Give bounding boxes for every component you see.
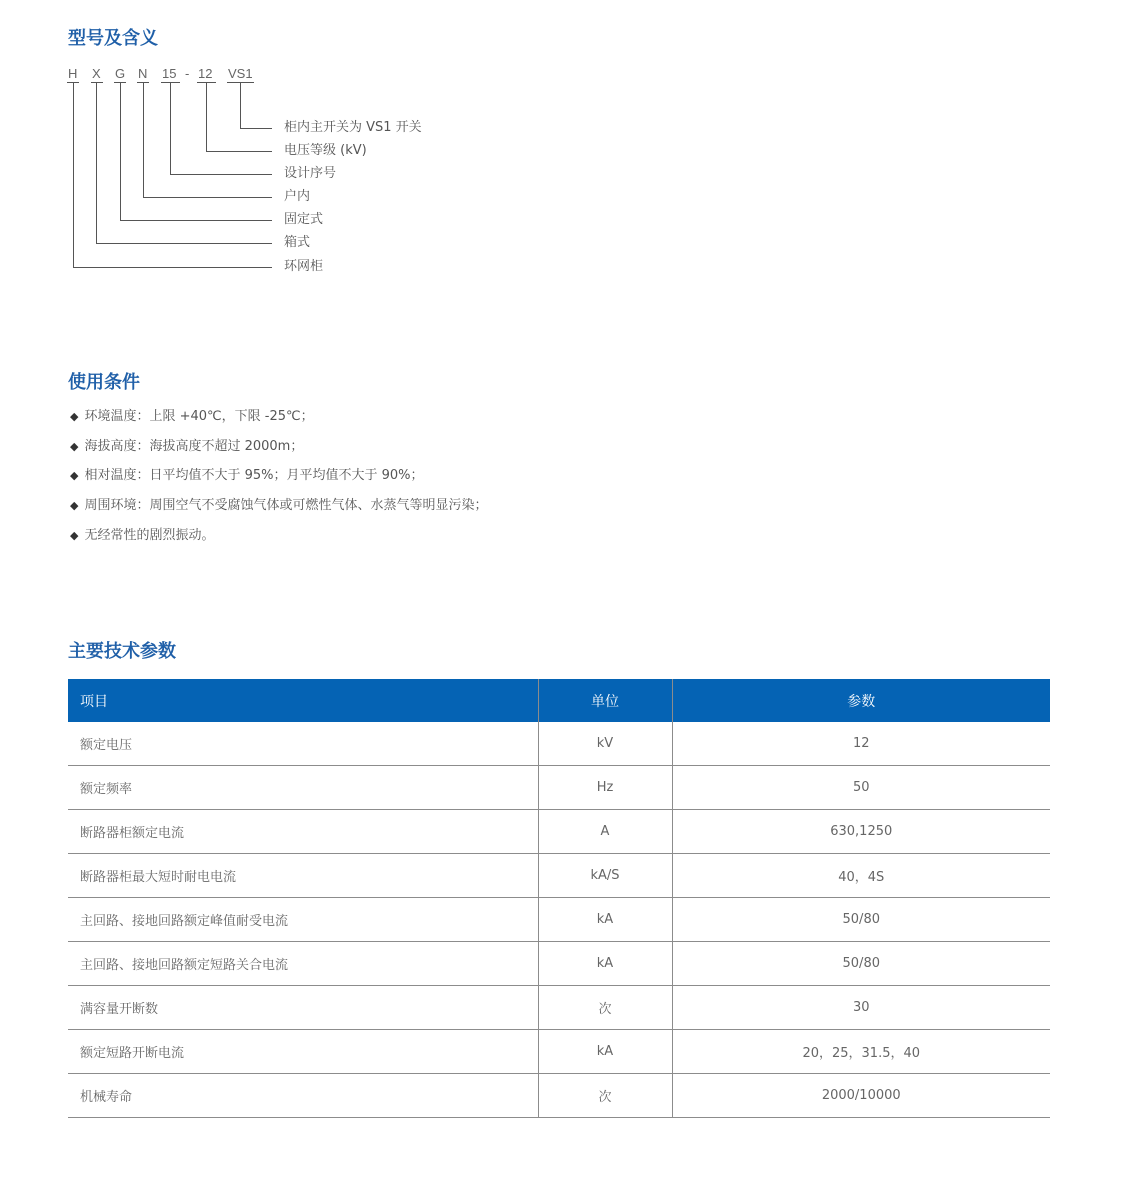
param-unit: kV bbox=[538, 722, 672, 766]
table-row bbox=[68, 986, 1050, 1030]
code-letter: G bbox=[115, 66, 126, 81]
table-row bbox=[68, 722, 1050, 766]
param-unit: kA bbox=[538, 898, 672, 942]
param-value: 2000/10000 bbox=[672, 1074, 1050, 1118]
param-value: 40，4S bbox=[672, 854, 1050, 898]
param-name: 额定电压 bbox=[68, 722, 538, 766]
param-unit: A bbox=[538, 810, 672, 854]
code-letter: N bbox=[138, 66, 148, 81]
connector-line bbox=[96, 83, 97, 243]
param-unit: 次 bbox=[538, 1074, 672, 1118]
connector-line bbox=[170, 83, 171, 174]
param-value: 20，25，31.5，40 bbox=[672, 1030, 1050, 1074]
diamond-bullet-icon: ◆ bbox=[70, 469, 79, 482]
list-item bbox=[70, 467, 424, 485]
code-letter: - bbox=[185, 66, 190, 81]
list-item bbox=[70, 408, 314, 426]
param-name: 主回路、接地回路额定短路关合电流 bbox=[68, 942, 538, 986]
param-name: 断路器柜额定电流 bbox=[68, 810, 538, 854]
code-letter: X bbox=[92, 66, 101, 81]
param-value: 12 bbox=[672, 722, 1050, 766]
column-header-item: 项目 bbox=[68, 679, 538, 722]
condition-text: 周围环境：周围空气不受腐蚀气体或可燃性气体、水蒸气等明显污染； bbox=[84, 498, 488, 513]
code-letter: VS1 bbox=[228, 66, 253, 81]
table-row bbox=[68, 1074, 1050, 1118]
connector-line bbox=[143, 197, 272, 198]
table-row bbox=[68, 1030, 1050, 1074]
param-unit: kA bbox=[538, 942, 672, 986]
list-item bbox=[70, 527, 214, 545]
param-unit: Hz bbox=[538, 766, 672, 810]
params-section-title: 主要技术参数 bbox=[68, 641, 176, 662]
condition-text: 环境温度：上限 +40℃，下限 -25℃； bbox=[84, 409, 314, 424]
params-table bbox=[68, 679, 1050, 1118]
table-row bbox=[68, 854, 1050, 898]
param-name: 主回路、接地回路额定峰值耐受电流 bbox=[68, 898, 538, 942]
conditions-section-title: 使用条件 bbox=[68, 372, 140, 393]
param-name: 机械寿命 bbox=[68, 1074, 538, 1118]
connector-line bbox=[73, 83, 74, 267]
condition-text: 相对温度：日平均值不大于 95%；月平均值不大于 90%； bbox=[84, 468, 424, 483]
connector-line bbox=[206, 83, 207, 151]
connector-line bbox=[120, 83, 121, 220]
connector-line bbox=[170, 174, 272, 175]
param-name: 满容量开断数 bbox=[68, 986, 538, 1030]
connector-line bbox=[240, 128, 272, 129]
param-unit: kA/S bbox=[538, 854, 672, 898]
param-value: 50/80 bbox=[672, 942, 1050, 986]
diamond-bullet-icon: ◆ bbox=[70, 440, 79, 453]
table-row bbox=[68, 942, 1050, 986]
param-value: 50 bbox=[672, 766, 1050, 810]
connector-line bbox=[120, 220, 272, 221]
list-item bbox=[70, 497, 487, 515]
meaning-label: 箱式 bbox=[284, 235, 311, 250]
code-letter: 15 bbox=[162, 66, 177, 81]
meaning-label: 户内 bbox=[284, 189, 311, 204]
connector-line bbox=[96, 243, 272, 244]
table-row bbox=[68, 810, 1050, 854]
diamond-bullet-icon: ◆ bbox=[70, 499, 79, 512]
meaning-label: 柜内主开关为 VS1 开关 bbox=[284, 120, 422, 135]
param-unit: 次 bbox=[538, 986, 672, 1030]
meaning-label: 固定式 bbox=[284, 212, 324, 227]
param-value: 30 bbox=[672, 986, 1050, 1030]
list-item bbox=[70, 438, 303, 456]
condition-text: 无经常性的剧烈振动。 bbox=[84, 528, 215, 543]
meaning-label: 设计序号 bbox=[284, 166, 337, 181]
condition-text: 海拔高度：海拔高度不超过 2000m； bbox=[84, 439, 304, 454]
param-value: 50/80 bbox=[672, 898, 1050, 942]
diamond-bullet-icon: ◆ bbox=[70, 529, 79, 542]
meaning-label: 环网柜 bbox=[284, 259, 324, 274]
diamond-bullet-icon: ◆ bbox=[70, 410, 79, 423]
column-header-value: 参数 bbox=[672, 679, 1050, 722]
connector-line bbox=[73, 267, 272, 268]
code-letter: H bbox=[68, 66, 78, 81]
column-header-unit: 单位 bbox=[538, 679, 672, 722]
param-name: 断路器柜最大短时耐电电流 bbox=[68, 854, 538, 898]
code-letter: 12 bbox=[198, 66, 213, 81]
model-section-title: 型号及含义 bbox=[68, 28, 158, 49]
table-row bbox=[68, 898, 1050, 942]
connector-line bbox=[240, 83, 241, 128]
connector-line bbox=[143, 83, 144, 197]
code-underline bbox=[91, 82, 103, 83]
connector-line bbox=[206, 151, 272, 152]
param-value: 630,1250 bbox=[672, 810, 1050, 854]
param-name: 额定频率 bbox=[68, 766, 538, 810]
meaning-label: 电压等级 (kV) bbox=[284, 143, 367, 158]
table-header-row bbox=[68, 679, 1050, 722]
param-name: 额定短路开断电流 bbox=[68, 1030, 538, 1074]
param-unit: kA bbox=[538, 1030, 672, 1074]
table-row bbox=[68, 766, 1050, 810]
